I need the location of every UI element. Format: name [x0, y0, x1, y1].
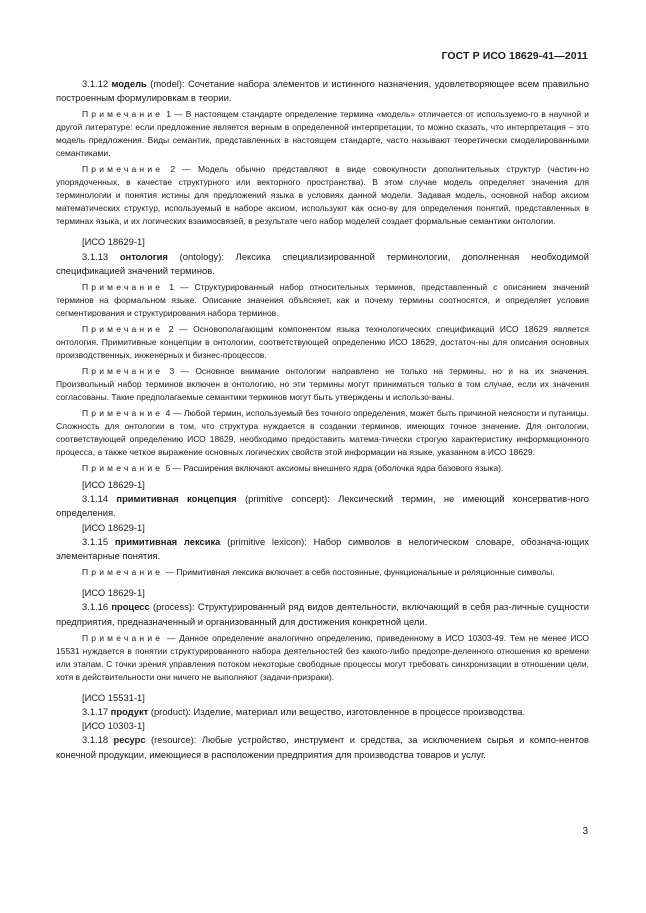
term-definition [56, 77, 589, 105]
note-paragraph [56, 281, 589, 320]
note-paragraph [56, 365, 589, 404]
term-name: модель [111, 78, 147, 89]
term-definition [56, 600, 589, 628]
term-text: (product): Изделие, материал или вещество, изготовленное в процессе производства. [148, 706, 526, 718]
term-name: примитивная лексика [114, 535, 221, 547]
term-number: 3.1.13 [82, 250, 120, 262]
term-definition [56, 733, 589, 761]
term-definition [56, 492, 589, 520]
term-text: (process): Структурированный ряд видов деятельности, включающий в себя раз-личные сущности предприятия, предназначенный и организованный для достижения конкретной цели. [56, 601, 589, 627]
note-label: Примечание [82, 408, 164, 419]
note-paragraph [56, 163, 589, 228]
note-text: 5 — Расширения включают аксиомы внешнего ядра (оболочка ядра базового языка). [163, 463, 504, 474]
term-name: процесс [111, 601, 150, 613]
note-label: Примечание [82, 463, 164, 474]
term-number: 3.1.18 [82, 734, 114, 746]
term-text: (ontology): Лексика специализированной терминологии, дополненная необходимой спецификацией значений терминов. [56, 250, 589, 276]
note-label: Примечание [82, 282, 164, 293]
source-reference: [ИСО 18629-1] [82, 236, 145, 248]
note-paragraph [56, 323, 589, 362]
note-label: Примечание [82, 567, 164, 578]
term-name: примитивная концепция [116, 493, 237, 505]
document-body [56, 77, 589, 762]
note-paragraph [56, 632, 589, 684]
term-name: онтология [119, 250, 168, 262]
source-reference: [ИСО 18629-1] [82, 521, 145, 533]
note-text: 2 — Основополагающим компонентом языка технологических спецификаций ИСО 18629 является онтология. Примитивные концепции в онтологии, соответствующей определению ИСО 18629, достаточ-ны для описания основных производственных, инженерных и бизнес-процессов. [56, 324, 589, 361]
note-paragraph [56, 407, 589, 459]
note-text: 1 — В настоящем стандарте определение термина «модель» отличается от используемо-го в научной и другой литературе: если предложение является верным в определенной интерпретации, то можно сказать, что интерпретация – это модель предложения. Виды семантик, представленных в настоящем стандарте, часто называют теоретически смоделированными семантиками. [56, 109, 589, 159]
note-label: Примечание [82, 366, 164, 377]
source-reference: [ИСО 10303-1] [82, 720, 145, 732]
term-definition [56, 535, 589, 563]
note-text: 1 — Структурированный набор относительных терминов, представленный с описанием значений терминов на формальном языке. Описание значения объясняет, как и почему термины соотносятся, и определяет условия сегментирования и структурирования набора терминов. [56, 282, 589, 319]
standard-header: ГОСТ Р ИСО 18629-41—2011 [441, 50, 588, 62]
note-text: 2 — Модель обычно представляют в виде совокупности дополнительных структур (частич-но упорядоченных, в качестве структурного или векторного пространства). В этом случае модель определяет значения для терминологии и понятия истины для предложений языка в условиях данной модели. Задавая модель, основной набор аксиом математических структур, используемый в наборе аксиом, используют как осно-ву для определения понятий, представленных в терминах языка, и их логических взаимосвязей, в результате чего набор моделей создает формальные семантики онтологии. [56, 164, 589, 227]
term-number: 3.1.14 [82, 493, 117, 505]
note-paragraph [56, 108, 589, 160]
term-text: (primitive lexicon): Набор символов в нелогическом словаре, обознача-ющих элементарные понятия. [56, 535, 589, 562]
term-name: ресурс [113, 734, 146, 746]
term-number: 3.1.12 [82, 78, 112, 89]
term-text: (model): Сочетание набора элементов и истинного назначения, удовлетворяющее всем правильно построенным формулировкам в теории. [56, 78, 589, 104]
note-paragraph [56, 566, 589, 579]
term-number: 3.1.15 [82, 535, 115, 547]
term-definition [56, 250, 589, 278]
note-label: Примечание [82, 632, 164, 643]
source-reference: [ИСО 18629-1] [82, 479, 145, 491]
page-number: 3 [582, 826, 588, 837]
source-reference: [ИСО 15531-1] [82, 691, 145, 703]
note-text: — Данное определение аналогично определению, приведенному в ИСО 10303-49. Тем не менее ИСО 15531 нуждается в понятии структурированного набора деятельностей без какого-либо предопре-деленного отношения ко времени или этапам. С точки зрения управления потоком некоторые свободные процессы могут требовать синхронизации в отношении цели, хотя в действительности они ничего не выполняют (задачи-призраки). [56, 632, 589, 682]
term-definition [56, 705, 589, 719]
note-text: 4 — Любой термин, используемый без точного определения, может быть причиной неясности и путаницы. Сложность для онтологии в том, что структура нуждается в создании терминов, имеющих точное значение. Для онтологии, соответствующей определению ИСО 18629, необходимо предоставить матема-тически строгую характеристику информационного процесса, а также четкое выражение основных логических свойств этой информации на языке, указанном в ИСО 18629. [56, 408, 589, 458]
term-number: 3.1.16 [82, 601, 112, 613]
note-label: Примечание [82, 164, 164, 175]
term-name: продукт [110, 706, 149, 718]
term-number: 3.1.17 [82, 706, 111, 718]
note-label: Примечание [82, 324, 164, 335]
note-paragraph [56, 462, 589, 475]
term-text: (resource): Любые устройство, инструмент и средства, за исключением сырья и компо-нентов конечной продукции, имеющиеся в расположении предприятия для производства товаров и услуг. [56, 734, 590, 760]
source-reference: [ИСО 18629-1] [82, 587, 145, 599]
note-label: Примечание [82, 109, 164, 120]
note-text: 3 — Основное внимание онтологии направлено не только на термины, но и на их значения. Произвольный набор терминов включен в онтологию, но эти термины могут приниматься только в том случае, если их значения согласованы. Такие предполагаемые семантики терминов могут быть утверждены и использо-ваны. [56, 366, 589, 403]
note-text: — Примитивная лексика включает в себя постоянные, функциональные и реляционные символы. [163, 567, 555, 578]
term-text: (primitive concept): Лексический термин, не имеющий консерватив-ного определения. [56, 493, 590, 519]
